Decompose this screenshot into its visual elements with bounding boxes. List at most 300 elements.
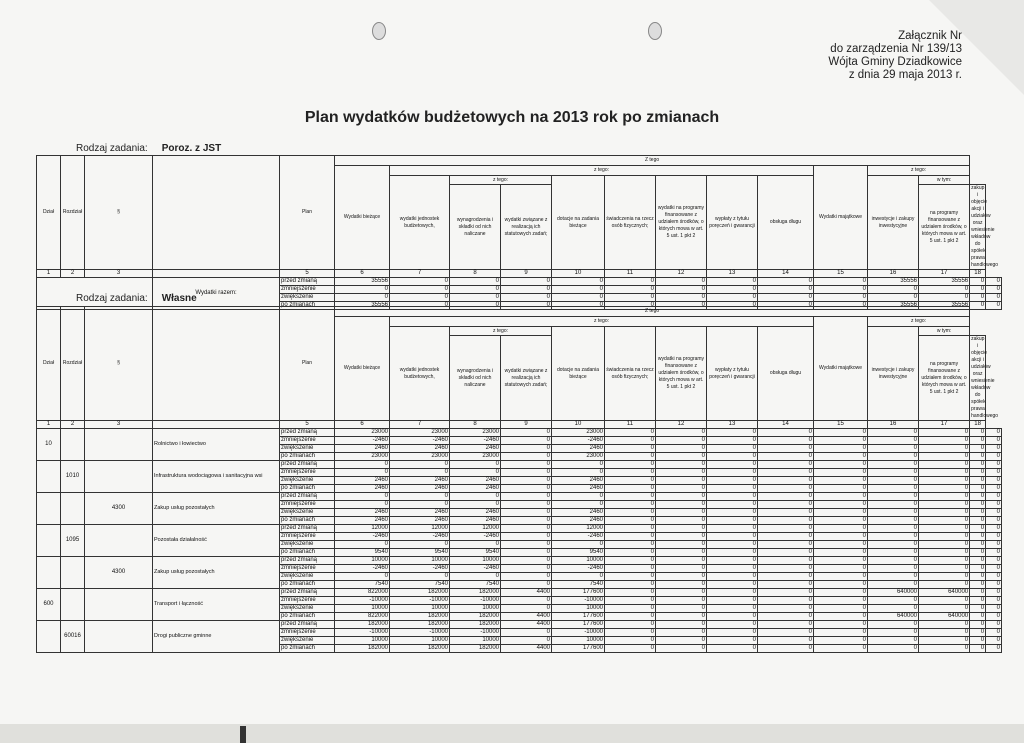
col-z-tego: Z tego <box>335 307 970 317</box>
value-cell: 4400 <box>501 589 552 597</box>
value-cell: 0 <box>501 533 552 541</box>
value-cell: 0 <box>868 565 919 573</box>
value-cell: 0 <box>707 645 758 653</box>
col-dlug: obsługa długu <box>758 327 814 421</box>
value-cell: 0 <box>605 278 656 286</box>
value-cell: 0 <box>758 453 814 461</box>
rozdzial-cell <box>61 557 85 589</box>
value-cell: 35556 <box>919 278 970 286</box>
value-cell: 0 <box>919 429 970 437</box>
value-cell: 0 <box>919 533 970 541</box>
value-cell: 0 <box>814 437 868 445</box>
value-cell: 0 <box>552 302 605 310</box>
value-cell: -2460 <box>450 565 501 573</box>
value-cell: 0 <box>986 581 1002 589</box>
row-label: po zmianach <box>280 549 335 557</box>
value-cell: 0 <box>758 469 814 477</box>
row-label: przed zmianą <box>280 493 335 501</box>
value-cell: 0 <box>501 541 552 549</box>
header-line: Wójta Gminy Dziadkowice <box>828 56 962 68</box>
value-cell: 0 <box>552 493 605 501</box>
value-cell: 0 <box>986 461 1002 469</box>
row-label: po zmianach <box>280 517 335 525</box>
value-cell: 0 <box>986 302 1002 310</box>
value-cell: 0 <box>656 621 707 629</box>
value-cell: 4400 <box>501 621 552 629</box>
col-number: 11 <box>605 421 656 429</box>
value-cell: 0 <box>707 445 758 453</box>
value-cell: 0 <box>707 294 758 302</box>
value-cell: 0 <box>501 493 552 501</box>
value-cell: -2460 <box>552 437 605 445</box>
value-cell: 0 <box>552 278 605 286</box>
value-cell: 35556 <box>919 302 970 310</box>
dzial-cell <box>37 461 61 493</box>
row-label: po zmianach <box>280 453 335 461</box>
col-number: 12 <box>656 421 707 429</box>
value-cell: 0 <box>450 493 501 501</box>
value-cell: 0 <box>707 485 758 493</box>
col-wynagrodzenia: wynagrodzenia i składki od nich naliczane <box>450 336 501 421</box>
value-cell: 0 <box>335 573 390 581</box>
col-spacer <box>153 156 280 270</box>
value-cell: 0 <box>919 493 970 501</box>
value-cell: 0 <box>868 517 919 525</box>
value-cell: 0 <box>986 294 1002 302</box>
dzial-cell: 10 <box>37 429 61 461</box>
col-dzial: Dział <box>37 156 61 270</box>
value-cell: 10000 <box>552 557 605 565</box>
col-inwestycje: inwestycje i zakupy inwestycyjne <box>868 176 919 270</box>
value-cell: 0 <box>501 637 552 645</box>
value-cell: 0 <box>868 629 919 637</box>
value-cell: 0 <box>707 286 758 294</box>
value-cell: 0 <box>814 581 868 589</box>
value-cell: 0 <box>605 493 656 501</box>
value-cell: 0 <box>868 429 919 437</box>
value-cell: 0 <box>501 477 552 485</box>
value-cell: 0 <box>814 597 868 605</box>
value-cell: -2460 <box>390 565 450 573</box>
value-cell: 0 <box>868 573 919 581</box>
value-cell: 0 <box>656 509 707 517</box>
value-cell: 0 <box>814 549 868 557</box>
table-row <box>37 525 1002 533</box>
value-cell: 0 <box>986 541 1002 549</box>
value-cell: 0 <box>450 302 501 310</box>
value-cell: 0 <box>656 278 707 286</box>
value-cell: 0 <box>656 573 707 581</box>
value-cell: 0 <box>868 286 919 294</box>
value-cell: 0 <box>335 461 390 469</box>
value-cell: 35556 <box>335 278 390 286</box>
col-spacer <box>153 307 280 421</box>
value-cell: 0 <box>919 509 970 517</box>
col-z-tego-biezace: z tego: <box>390 317 814 327</box>
value-cell: 0 <box>814 477 868 485</box>
value-cell: 0 <box>501 605 552 613</box>
value-cell: 2460 <box>390 445 450 453</box>
value-cell: 10000 <box>335 557 390 565</box>
empty-cell <box>37 278 153 310</box>
value-cell: 0 <box>970 613 986 621</box>
value-cell: 0 <box>814 565 868 573</box>
value-cell: -10000 <box>390 629 450 637</box>
value-cell: 0 <box>970 469 986 477</box>
value-cell: -10000 <box>335 597 390 605</box>
value-cell: 0 <box>814 445 868 453</box>
value-cell: 12000 <box>450 525 501 533</box>
value-cell: 0 <box>868 294 919 302</box>
value-cell: 0 <box>552 573 605 581</box>
value-cell: 0 <box>707 565 758 573</box>
value-cell: 0 <box>758 493 814 501</box>
value-cell: 0 <box>450 573 501 581</box>
value-cell: 0 <box>919 573 970 581</box>
value-cell: 0 <box>814 429 868 437</box>
value-cell: 0 <box>758 429 814 437</box>
value-cell: 0 <box>970 294 986 302</box>
value-cell: 177600 <box>552 645 605 653</box>
value-cell: 0 <box>970 581 986 589</box>
value-cell: 0 <box>605 429 656 437</box>
value-cell: 0 <box>605 469 656 477</box>
value-cell: 0 <box>450 294 501 302</box>
page-title: Plan wydatków budżetowych na 2013 rok po zmianach <box>304 109 720 126</box>
value-cell: 182000 <box>390 645 450 653</box>
col-plan: Plan <box>280 156 335 270</box>
col-number: 10 <box>552 270 605 278</box>
value-cell: 0 <box>970 533 986 541</box>
value-cell: 0 <box>814 621 868 629</box>
value-cell: 0 <box>450 541 501 549</box>
value-cell: 0 <box>970 557 986 565</box>
value-cell: 0 <box>986 557 1002 565</box>
value-cell: 0 <box>758 605 814 613</box>
value-cell: 0 <box>970 589 986 597</box>
value-cell: 0 <box>758 278 814 286</box>
value-cell: 822000 <box>335 613 390 621</box>
paragraf-cell <box>85 461 153 493</box>
value-cell: 2460 <box>450 517 501 525</box>
col-poreczenia: wypłaty z tytułu poręczeń i gwarancji <box>707 176 758 270</box>
value-cell: 0 <box>501 469 552 477</box>
value-cell: 0 <box>986 286 1002 294</box>
value-cell: 0 <box>970 573 986 581</box>
row-label: zwiększenie <box>280 573 335 581</box>
row-label: zmniejszenie <box>280 469 335 477</box>
value-cell: 0 <box>656 517 707 525</box>
row-label: zwiększenie <box>280 509 335 517</box>
value-cell: 0 <box>868 541 919 549</box>
value-cell: 0 <box>868 557 919 565</box>
value-cell: 0 <box>814 637 868 645</box>
col-z-tego-majatkowe: z tego: <box>868 166 970 176</box>
value-cell: 0 <box>986 589 1002 597</box>
value-cell: 2460 <box>390 509 450 517</box>
value-cell: 0 <box>707 557 758 565</box>
value-cell: 0 <box>970 453 986 461</box>
rozdzial-cell: 60016 <box>61 621 85 653</box>
value-cell: 0 <box>758 589 814 597</box>
value-cell: 0 <box>868 549 919 557</box>
value-cell: 0 <box>868 501 919 509</box>
value-cell: 9540 <box>552 549 605 557</box>
value-cell: 0 <box>986 517 1002 525</box>
col-number: 3 <box>85 421 153 429</box>
value-cell: 0 <box>450 501 501 509</box>
value-cell: 0 <box>605 437 656 445</box>
table-row <box>37 557 1002 565</box>
value-cell: 0 <box>868 645 919 653</box>
value-cell: 0 <box>656 557 707 565</box>
value-cell: 0 <box>501 509 552 517</box>
col-swiadczenia: świadczenia na rzecz osób fizycznych; <box>605 327 656 421</box>
value-cell: 2460 <box>335 445 390 453</box>
col-number: 16 <box>868 421 919 429</box>
value-cell: 0 <box>656 493 707 501</box>
value-cell: 640000 <box>919 589 970 597</box>
value-cell: 0 <box>919 549 970 557</box>
value-cell: 0 <box>501 437 552 445</box>
item-name: Pozostała działalność <box>153 525 280 557</box>
value-cell: 0 <box>656 613 707 621</box>
value-cell: -10000 <box>552 597 605 605</box>
value-cell: 0 <box>707 621 758 629</box>
value-cell: 7540 <box>450 581 501 589</box>
value-cell: 0 <box>605 629 656 637</box>
dzial-cell <box>37 557 61 589</box>
value-cell: 0 <box>605 637 656 645</box>
value-cell: 0 <box>814 525 868 533</box>
value-cell: 0 <box>814 278 868 286</box>
table-row <box>37 461 1002 469</box>
value-cell: 0 <box>656 461 707 469</box>
value-cell: 0 <box>501 278 552 286</box>
table-row <box>37 429 1002 437</box>
value-cell: 0 <box>970 525 986 533</box>
col-plan: Plan <box>280 307 335 421</box>
value-cell: 0 <box>605 565 656 573</box>
value-cell: 0 <box>656 541 707 549</box>
col-number: 3 <box>85 270 153 278</box>
value-cell: 182000 <box>450 645 501 653</box>
value-cell: 23000 <box>390 453 450 461</box>
paragraf-cell <box>85 589 153 621</box>
value-cell: 0 <box>390 461 450 469</box>
value-cell: 0 <box>919 597 970 605</box>
value-cell: 0 <box>707 533 758 541</box>
header-line: do zarządzenia Nr 139/13 <box>830 43 962 55</box>
value-cell: 0 <box>814 557 868 565</box>
col-number: 2 <box>61 270 85 278</box>
value-cell: 0 <box>707 429 758 437</box>
value-cell: 0 <box>707 302 758 310</box>
value-cell: 0 <box>986 597 1002 605</box>
value-cell: 0 <box>390 278 450 286</box>
value-cell: 0 <box>986 621 1002 629</box>
value-cell: 0 <box>919 501 970 509</box>
value-cell: 0 <box>758 509 814 517</box>
item-name: Rolnictwo i łowiectwo <box>153 429 280 461</box>
value-cell: 0 <box>814 461 868 469</box>
value-cell: 0 <box>868 461 919 469</box>
budget-table-poroz <box>36 155 1002 310</box>
value-cell: 0 <box>970 509 986 517</box>
value-cell: 640000 <box>868 613 919 621</box>
value-cell: 35556 <box>335 302 390 310</box>
col-number: 6 <box>335 270 390 278</box>
value-cell: 0 <box>501 517 552 525</box>
value-cell: 0 <box>919 469 970 477</box>
value-cell: 0 <box>814 286 868 294</box>
rozdzial-cell <box>61 493 85 525</box>
value-cell: 2460 <box>450 509 501 517</box>
value-cell: 0 <box>814 485 868 493</box>
value-cell: 0 <box>970 286 986 294</box>
paragraf-cell: 4300 <box>85 557 153 589</box>
value-cell: 2460 <box>552 509 605 517</box>
value-cell: 0 <box>919 286 970 294</box>
value-cell: 0 <box>605 477 656 485</box>
value-cell: 4400 <box>501 645 552 653</box>
total-label: Wydatki razem: <box>153 278 280 310</box>
value-cell: 0 <box>970 501 986 509</box>
col-number: 1 <box>37 421 61 429</box>
value-cell: 0 <box>758 477 814 485</box>
value-cell: 0 <box>656 533 707 541</box>
value-cell: 23000 <box>450 453 501 461</box>
value-cell: 23000 <box>552 429 605 437</box>
value-cell: 0 <box>656 589 707 597</box>
value-cell: 0 <box>758 549 814 557</box>
value-cell: 12000 <box>335 525 390 533</box>
col-dzial: Dział <box>37 307 61 421</box>
value-cell: 0 <box>605 597 656 605</box>
col-swiadczenia: świadczenia na rzecz osób fizycznych; <box>605 176 656 270</box>
row-label: po zmianach <box>280 302 335 310</box>
col-jednostek: wydatki jednostek budżetowych, <box>390 327 450 421</box>
value-cell: 2460 <box>335 485 390 493</box>
value-cell: 10000 <box>552 637 605 645</box>
item-name: Zakup usług pozostałych <box>153 493 280 525</box>
value-cell: 182000 <box>450 589 501 597</box>
col-number: 8 <box>450 270 501 278</box>
col-paragraf: § <box>85 156 153 270</box>
value-cell: 23000 <box>450 429 501 437</box>
value-cell: 0 <box>390 294 450 302</box>
item-name: Zakup usług pozostałych <box>153 557 280 589</box>
col-number: 9 <box>501 270 552 278</box>
value-cell: 0 <box>758 461 814 469</box>
col-akcje: zakup i objęcie akcji i udziałów oraz wniesienie wkładów do spółek prawa handlowego <box>971 185 999 268</box>
value-cell: 0 <box>814 629 868 637</box>
value-cell: 0 <box>707 509 758 517</box>
value-cell: 0 <box>656 477 707 485</box>
value-cell: 0 <box>605 573 656 581</box>
value-cell: 0 <box>919 517 970 525</box>
value-cell: -2460 <box>450 533 501 541</box>
col-number: 12 <box>656 270 707 278</box>
value-cell: 7540 <box>390 581 450 589</box>
value-cell: 2460 <box>390 477 450 485</box>
value-cell: 0 <box>552 286 605 294</box>
value-cell: 0 <box>335 501 390 509</box>
value-cell: 0 <box>656 605 707 613</box>
row-label: zmniejszenie <box>280 501 335 509</box>
value-cell: 0 <box>970 485 986 493</box>
col-akcje: zakup i objęcie akcji i udziałów oraz wniesienie wkładów do spółek prawa handlowego <box>971 336 999 419</box>
value-cell: 0 <box>868 477 919 485</box>
value-cell: -10000 <box>450 597 501 605</box>
item-name: Drogi publiczne gminne <box>153 621 280 653</box>
value-cell: 0 <box>868 469 919 477</box>
value-cell: 0 <box>501 565 552 573</box>
value-cell: 0 <box>970 549 986 557</box>
value-cell: 23000 <box>335 429 390 437</box>
value-cell: 4400 <box>501 613 552 621</box>
value-cell: 0 <box>656 549 707 557</box>
row-label: zwiększenie <box>280 541 335 549</box>
value-cell: 0 <box>970 597 986 605</box>
value-cell: 182000 <box>390 589 450 597</box>
paragraf-cell <box>85 525 153 557</box>
value-cell: 0 <box>390 302 450 310</box>
value-cell: 2460 <box>390 485 450 493</box>
value-cell: 0 <box>605 621 656 629</box>
value-cell: -10000 <box>552 629 605 637</box>
value-cell: 10000 <box>390 637 450 645</box>
value-cell: 0 <box>501 453 552 461</box>
row-label: przed zmianą <box>280 557 335 565</box>
value-cell: 182000 <box>450 621 501 629</box>
value-cell: 0 <box>970 278 986 286</box>
value-cell: 0 <box>335 294 390 302</box>
col-z-tego: Z tego <box>335 156 970 166</box>
value-cell: 2460 <box>552 485 605 493</box>
value-cell: 0 <box>758 621 814 629</box>
row-label: przed zmianą <box>280 621 335 629</box>
value-cell: 0 <box>868 445 919 453</box>
value-cell: -2460 <box>552 533 605 541</box>
value-cell: 10000 <box>450 605 501 613</box>
paragraf-cell <box>85 621 153 653</box>
value-cell: 0 <box>605 485 656 493</box>
col-majatkowe: Wydatki majątkowe <box>814 166 868 270</box>
value-cell: 0 <box>450 469 501 477</box>
value-cell: 0 <box>707 581 758 589</box>
value-cell: 10000 <box>450 637 501 645</box>
value-cell: 7540 <box>552 581 605 589</box>
value-cell: 0 <box>986 549 1002 557</box>
value-cell: 0 <box>758 533 814 541</box>
value-cell: 0 <box>919 437 970 445</box>
value-cell: 182000 <box>335 621 390 629</box>
value-cell: 0 <box>605 517 656 525</box>
col-number: 2 <box>61 421 85 429</box>
value-cell: 0 <box>605 541 656 549</box>
value-cell: 0 <box>501 294 552 302</box>
table-row <box>37 493 1002 501</box>
value-cell: 0 <box>814 541 868 549</box>
value-cell: 0 <box>501 501 552 509</box>
col-inw-programy: na programy finansowane z udziałem środków, o których mowa w art. 5 ust. 1 pkt 2 <box>919 336 970 421</box>
value-cell: 0 <box>758 541 814 549</box>
value-cell: 0 <box>335 493 390 501</box>
col-number: 7 <box>390 270 450 278</box>
punch-hole-right <box>648 22 662 40</box>
value-cell: 0 <box>656 637 707 645</box>
